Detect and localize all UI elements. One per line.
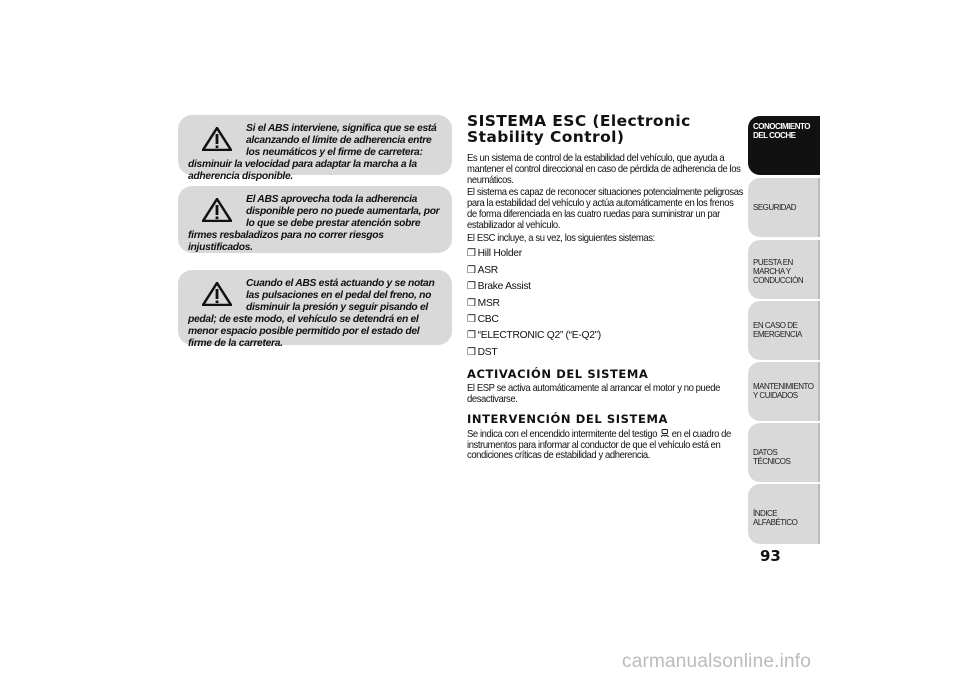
activation-text: El ESP se activa automáticamente al arrancar el motor y no puede desactivarse.: [467, 383, 720, 406]
warning-box: [178, 186, 452, 253]
checkbox-bullet-icon: ❒: [467, 281, 476, 293]
checkbox-bullet-icon: ❒: [467, 314, 476, 325]
warning-text: Cuando el ABS está actuando y se notan las pulsaciones en el pedal del freno, no disminuir la presión y seguir pisando el pedal; de este modo, el vehículo se detendrá en el menor espacio posible permitido por el estado del firme de la carretera.: [188, 278, 435, 349]
list-item: ❒ Hill Holder: [467, 246, 739, 262]
intervention-text: Se indica con el encendido intermitente del testigo en el cuadro de instrumentos para informar al conductor de que el vehículo está en condiciones críticas de estabilidad y adherencia.: [467, 428, 731, 462]
tab-en-caso-de-emergencia[interactable]: EN CASO DE EMERGENCIA: [748, 301, 820, 360]
warning-box: [178, 270, 452, 349]
list-item: ❒ Brake Assist: [467, 279, 739, 295]
warning-text: Si el ABS interviene, significa que se está alcanzando el límite de adherencia entre los neumáticos y el firme de carretera: disminuir la velocidad para adaptar la marcha a la adherencia disponible.: [188, 123, 437, 182]
checkbox-bullet-icon: ❒: [467, 297, 476, 309]
section-title: SISTEMA ESC (Electronic Stability Control): [467, 112, 691, 146]
systems-list: [467, 246, 739, 361]
tab-puesta-en-marcha[interactable]: PUESTA EN MARCHA Y CONDUCCIÓN: [748, 240, 820, 299]
checkbox-bullet-icon: ❒: [467, 248, 476, 260]
intro-paragraph: Es un sistema de control de la estabilidad del vehículo, que ayuda a mantener el control direccional en caso de pérdida de adherencia de los neumáticos.: [467, 153, 741, 186]
warning-text: El ABS aprovecha toda la adherencia disponible pero no puede aumentarla, por lo que se debe prestar atención sobre firmes resbaladizos para no correr riesgos injustificados.: [188, 194, 440, 253]
tab-mantenimiento[interactable]: MANTENIMIENTO Y CUIDADOS: [748, 362, 820, 421]
list-item: ❒ DST: [467, 345, 739, 361]
tab-datos-tecnicos[interactable]: DATOS TÉCNICOS: [748, 423, 820, 482]
tab-conocimiento-del-coche[interactable]: CONOCIMIENTO DEL COCHE: [748, 116, 820, 175]
page-number: 93: [760, 547, 781, 565]
list-item: ❒ CBC: [467, 312, 739, 328]
list-item: ❒ “ELECTRONIC Q2” (“E-Q2”): [467, 328, 739, 344]
intervention-title: INTERVENCIÓN DEL SISTEMA: [467, 411, 668, 426]
activation-title: ACTIVACIÓN DEL SISTEMA: [467, 367, 649, 382]
tab-indice-alfabetico[interactable]: ÍNDICE ALFABÉTICO: [748, 484, 820, 544]
checkbox-bullet-icon: ❒: [467, 264, 476, 276]
tab-seguridad[interactable]: SEGURIDAD: [748, 178, 820, 237]
list-item: ❒ ASR: [467, 263, 739, 279]
warning-triangle-icon: [202, 198, 232, 222]
warning-box: [178, 115, 452, 182]
main-column: [467, 112, 743, 462]
checkbox-bullet-icon: ❒: [467, 346, 476, 358]
list-item: ❒ MSR: [467, 296, 739, 312]
intro-paragraph: El sistema es capaz de reconocer situaciones potencialmente peligrosas para la estabilidad del vehículo y actúa automáticamente en los frenos de forma diferenciada en las cuatro ruedas para suministrar un par estabilizador al vehículo.: [467, 187, 743, 231]
intro-paragraph: El ESC incluye, a su vez, los siguientes sistemas:: [467, 232, 655, 244]
esc-warning-lamp-icon: [660, 429, 669, 438]
checkbox-bullet-icon: ❒: [467, 330, 476, 342]
warning-triangle-icon: [202, 127, 232, 151]
warning-triangle-icon: [202, 282, 232, 306]
watermark: carmanualsonline.info: [622, 651, 812, 672]
